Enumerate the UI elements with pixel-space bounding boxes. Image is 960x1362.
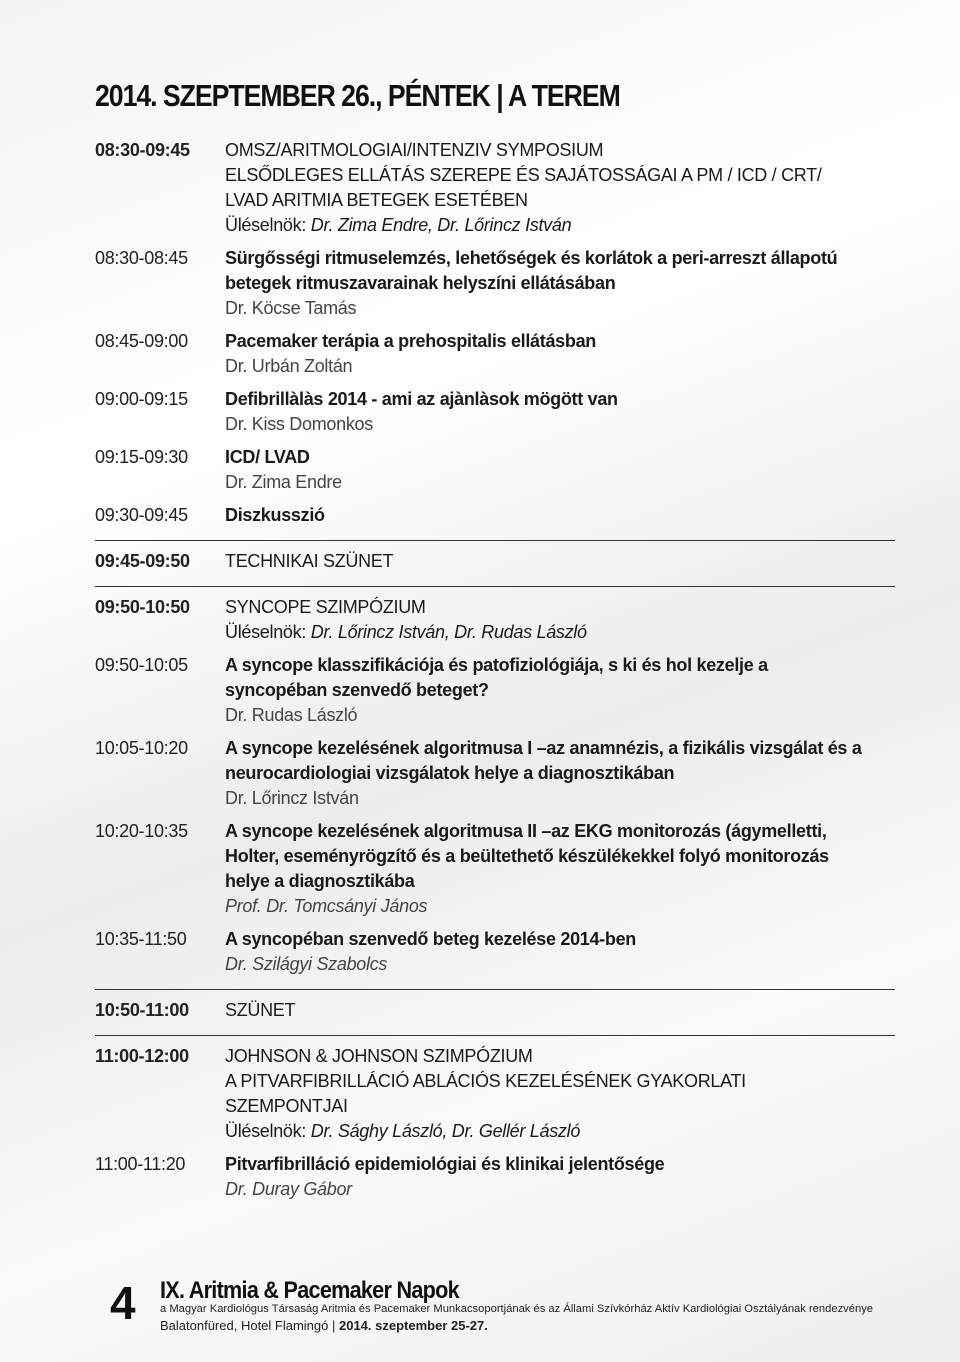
talk-title: A syncope kezelésének algoritmusa II –az EKG monitorozás (ágymelletti, [225, 821, 827, 841]
session-jnj [95, 1044, 895, 1144]
session-chairs [225, 213, 895, 238]
talk-row [95, 387, 895, 437]
page-number: 4 [110, 1277, 136, 1329]
break-row [95, 549, 895, 574]
talk-title: betegek ritmuszavarainak helyszíni ellátásában [225, 273, 616, 293]
break-time: 09:45-09:50 [95, 551, 190, 571]
talk-time: 08:45-09:00 [95, 331, 188, 351]
talk-time: 10:35-11:50 [95, 929, 187, 949]
chairs-label: Üléselnök: [225, 622, 311, 642]
break-label: SZÜNET [225, 1000, 296, 1020]
session-title-line: SYNCOPE SZIMPÓZIUM [225, 597, 426, 617]
session-time: 11:00-12:00 [95, 1046, 189, 1066]
talk-speaker: Dr. Lőrincz István [225, 788, 359, 808]
talk-title: A syncope kezelésének algoritmusa I –az anamnézis, a fizikális vizsgálat és a [225, 738, 862, 758]
session-title-line: SZEMPONTJAI [225, 1096, 348, 1116]
talk-time: 11:00-11:20 [95, 1154, 186, 1174]
talk-time: 10:20-10:35 [95, 821, 188, 841]
session-omsz [95, 138, 895, 238]
talk-time: 09:50-10:05 [95, 655, 188, 675]
break-label: TECHNIKAI SZÜNET [225, 551, 394, 571]
talk-row [95, 503, 895, 528]
talk-speaker: Dr. Szilágyi Szabolcs [225, 954, 388, 974]
talk-time: 09:30-09:45 [95, 505, 188, 525]
session-title-line: ELSŐDLEGES ELLÁTÁS SZEREPE ÉS SAJÁTOSSÁGAI A PM / ICD / CRT/ [225, 165, 822, 185]
chairs-names: Dr. Sághy László, Dr. Gellér László [310, 1121, 581, 1141]
talk-title: A syncopéban szenvedő beteg kezelése 2014-ben [225, 929, 637, 949]
talk-time: 10:05-10:20 [95, 738, 188, 758]
talk-time: 08:30-08:45 [95, 248, 188, 268]
talk-row [95, 736, 895, 811]
talk-title: Defibrillàlàs 2014 - ami az ajànlàsok mögött van [225, 389, 618, 409]
event-subtitle: a Magyar Kardiológus Társaság Aritmia és Pacemaker Munkacsoportjának és az Állami Szívkórház Aktív Kardiológiai Osztályának rendezvénye [160, 1303, 874, 1315]
talk-speaker: Dr. Rudas László [225, 705, 358, 725]
talk-title: neurocardiologiai vizsgálatok helye a diagnosztikában [225, 763, 675, 783]
talk-title: syncopéban szenvedő beteget? [225, 680, 489, 700]
event-title: IX. Aritmia & Pacemaker Napok [160, 1277, 459, 1304]
location-divider: | [328, 1318, 339, 1333]
talk-title: Sürgősségi ritmuselemzés, lehetőségek és korlátok a peri-arreszt állapotú [225, 248, 838, 268]
talk-title: Holter, eseményrögzítő és a beültethető készülékekkel folyó monitorozás [225, 846, 829, 866]
session-chairs [225, 1119, 895, 1144]
talk-row [95, 329, 895, 379]
chairs-label: Üléselnök: [225, 1121, 311, 1141]
talk-title: helye a diagnosztikába [225, 871, 415, 891]
talk-speaker: Dr. Kiss Domonkos [225, 414, 373, 434]
event-date: 2014. szeptember 25-27. [338, 1318, 488, 1333]
session-chairs [225, 620, 895, 645]
talk-speaker: Dr. Urbán Zoltán [225, 356, 353, 376]
session-title-line: JOHNSON & JOHNSON SZIMPÓZIUM [225, 1046, 533, 1066]
talk-time: 09:15-09:30 [95, 447, 188, 467]
talk-speaker: Dr. Köcse Tamás [225, 298, 357, 318]
talk-time: 09:00-09:15 [95, 389, 188, 409]
talk-row [95, 653, 895, 728]
talk-row [95, 445, 895, 495]
chairs-names: Dr. Lőrincz István, Dr. Rudas László [310, 622, 587, 642]
talk-row [95, 246, 895, 321]
session-title-line: A PITVARFIBRILLÁCIÓ ABLÁCIÓS KEZELÉSÉNEK GYAKORLATI [225, 1071, 746, 1091]
session-time: 09:50-10:50 [95, 597, 190, 617]
chairs-label: Üléselnök: [225, 215, 311, 235]
session-title-line: OMSZ/ARITMOLOGIAI/INTENZIV SYMPOSIUM [225, 140, 604, 160]
chairs-names: Dr. Zima Endre, Dr. Lőrincz István [310, 215, 572, 235]
talk-row [95, 1152, 895, 1202]
session-syncope [95, 595, 895, 645]
location-text: Balatonfüred, Hotel Flamingó [160, 1318, 329, 1333]
event-location [160, 1318, 488, 1333]
page-title: 2014. SZEPTEMBER 26., PÉNTEK | A TEREM [95, 78, 620, 113]
session-title-line: LVAD ARITMIA BETEGEK ESETÉBEN [225, 190, 528, 210]
talk-title: ICD/ LVAD [225, 447, 310, 467]
break-row [95, 998, 895, 1023]
talk-speaker: Dr. Duray Gábor [225, 1179, 352, 1199]
talk-row [95, 819, 895, 919]
talk-title: Pitvarfibrilláció epidemiológiai és klinikai jelentősége [225, 1154, 665, 1174]
talk-title: Pacemaker terápia a prehospitalis ellátásban [225, 331, 596, 351]
talk-title: A syncope klasszifikációja és patofiziológiája, s ki és hol kezelje a [225, 655, 768, 675]
talk-row [95, 927, 895, 977]
talk-speaker: Dr. Zima Endre [225, 472, 342, 492]
schedule [95, 138, 895, 1202]
talk-speaker: Prof. Dr. Tomcsányi János [225, 896, 428, 916]
session-time: 08:30-09:45 [95, 140, 190, 160]
talk-title: Diszkusszió [225, 505, 325, 525]
break-time: 10:50-11:00 [95, 1000, 189, 1020]
